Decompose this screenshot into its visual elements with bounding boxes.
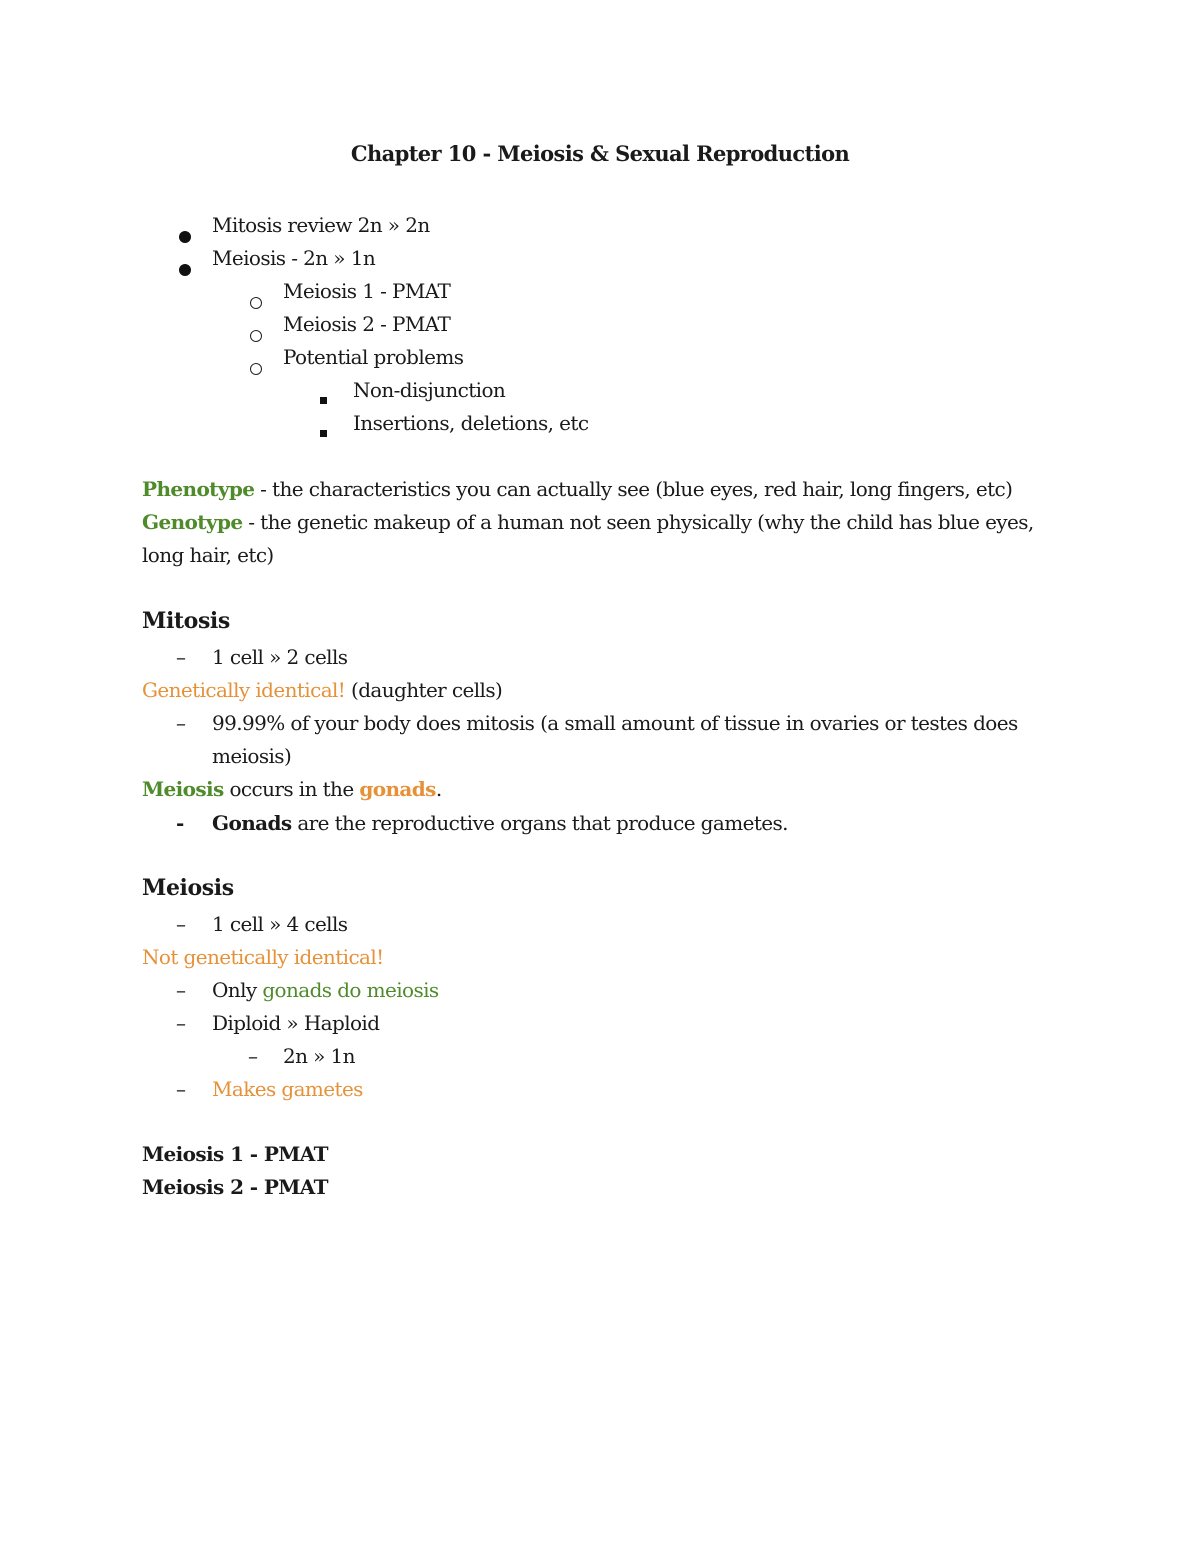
genotype-term: Genotype — [142, 510, 243, 534]
mitosis-cells: 1 cell » 2 cells — [212, 645, 348, 669]
bullet-circle-icon — [250, 297, 262, 309]
identical-rest: (daughter cells) — [345, 678, 503, 702]
dash-bullet: – — [176, 711, 186, 735]
only-gonads — [212, 974, 439, 1007]
meiosis-heading: Meiosis — [142, 875, 234, 901]
mitosis-percent: 99.99% of your body does mitosis (a small amount of tissue in ovaries or testes does — [212, 711, 1018, 735]
dash-bullet: – — [176, 1011, 186, 1035]
phenotype-term: Phenotype — [142, 477, 255, 501]
phenotype-text: - the characteristics you can actually see (blue eyes, red hair, long fingers, etc) — [254, 477, 1013, 501]
bullet-square-icon — [320, 397, 327, 404]
meiosis-cells: 1 cell » 4 cells — [212, 912, 348, 936]
genotype-definition-continued: long hair, etc) — [142, 543, 274, 567]
gonads-bold: Gonads — [212, 811, 292, 835]
genotype-definition — [142, 506, 1034, 539]
dash-bullet: – — [248, 1044, 258, 1068]
outline-subitem: Potential problems — [283, 345, 464, 369]
gonads-definition — [212, 807, 788, 840]
bullet-square-icon — [320, 430, 327, 437]
dash-bullet: – — [176, 645, 186, 669]
not-identical: Not genetically identical! — [142, 945, 384, 969]
diploid-haploid: Diploid » Haploid — [212, 1011, 380, 1035]
meiosis-term: Meiosis — [142, 777, 224, 801]
outline-subsubitem: Non-disjunction — [353, 378, 506, 402]
dash-bullet: – — [176, 912, 186, 936]
gonads-rest: are the reproductive organs that produce gametes. — [291, 811, 788, 835]
outline-item: Mitosis review 2n » 2n — [212, 213, 430, 237]
outline-item: Meiosis - 2n » 1n — [212, 246, 376, 270]
outline-subitem: Meiosis 2 - PMAT — [283, 312, 451, 336]
occurs-text: occurs in the — [223, 777, 360, 801]
meiosis-occurs — [142, 773, 442, 806]
bullet-disc-icon — [179, 231, 191, 243]
identical-highlight: Genetically identical! — [142, 678, 346, 702]
summary-meiosis-1: Meiosis 1 - PMAT — [142, 1142, 328, 1166]
period: . — [435, 777, 442, 801]
outline-subsubitem: Insertions, deletions, etc — [353, 411, 589, 435]
dash-bullet: – — [176, 978, 186, 1002]
gonads-do-meiosis: gonads do meiosis — [262, 978, 439, 1002]
dash-bullet: - — [176, 811, 185, 835]
mitosis-percent-continued: meiosis) — [212, 744, 292, 768]
summary-meiosis-2: Meiosis 2 - PMAT — [142, 1175, 328, 1199]
mitosis-heading: Mitosis — [142, 608, 230, 634]
bullet-circle-icon — [250, 363, 262, 375]
gonads-term: gonads — [359, 777, 436, 801]
page-title: Chapter 10 - Meiosis & Sexual Reproduction — [350, 141, 850, 166]
outline-subitem: Meiosis 1 - PMAT — [283, 279, 451, 303]
dash-bullet: – — [176, 1077, 186, 1101]
ratio: 2n » 1n — [283, 1044, 355, 1068]
mitosis-identical — [142, 674, 502, 707]
bullet-disc-icon — [179, 264, 191, 276]
only-text: Only — [212, 978, 263, 1002]
genotype-text: - the genetic makeup of a human not seen physically (why the child has blue eyes, — [242, 510, 1034, 534]
bullet-circle-icon — [250, 330, 262, 342]
makes-gametes: Makes gametes — [212, 1077, 363, 1101]
phenotype-definition — [142, 473, 1012, 506]
